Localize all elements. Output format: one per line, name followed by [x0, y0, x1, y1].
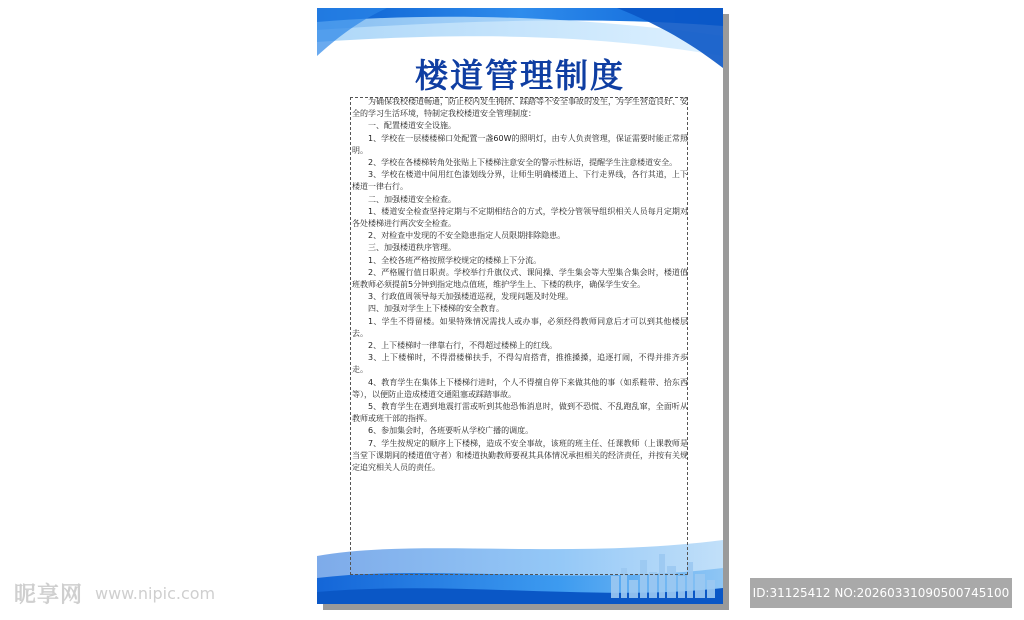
page-title: 楼道管理制度 [415, 56, 625, 95]
paragraph: 3、学校在楼道中间用红色漆划线分界，让师生明确楼道上、下行走界线，各行其道，上下楼道一律右行。 [352, 170, 688, 192]
paragraph: 6、参加集会时，各班要听从学校广播的调度。 [368, 426, 534, 436]
paragraph: 4、教育学生在集体上下楼梯行进时，个人不得擅自停下来做其他的事（如系鞋带、拾东西等），以便防止造成楼道交通阻塞或踩踏事故。 [352, 377, 688, 399]
paragraph: 2、学校在各楼梯转角处张贴上下楼梯注意安全的警示性标语，提醒学生注意楼道安全。 [368, 158, 678, 168]
paragraph: 2、对检查中发现的不安全隐患指定人员限期排除隐患。 [368, 231, 566, 241]
paragraph: 2、上下楼梯时一律靠右行，不得超过楼梯上的红线。 [368, 341, 558, 351]
paragraph: 1、楼道安全检查坚持定期与不定期相结合的方式，学校分管领导组织相关人员每月定期对各处楼梯进行两次安全检查。 [352, 206, 688, 229]
paragraph: 3、上下楼梯时，不得滑楼梯扶手，不得勾肩搭背，推推搡搡，追逐打闹，不得并排齐步走。 [352, 353, 688, 375]
regulation-body [352, 96, 688, 474]
paragraph: 3、行政值周领导每天加强楼道巡视，发现问题及时处理。 [368, 292, 574, 302]
paragraph: 1、全校各班严格按照学校规定的楼梯上下分流。 [368, 255, 542, 265]
paragraph: 二、加强楼道安全检查。 [368, 194, 456, 204]
paragraph: 四、加强对学生上下楼梯的安全教育。 [368, 304, 504, 314]
watermark-url: www.nipic.com [95, 584, 216, 603]
paragraph: 7、学生按规定的顺序上下楼梯，造成不安全事故，该班的班主任、任课教师（上课教师是当堂下课期间的楼道值守者）和楼道执勤教师要视其具体情况承担相关的经济责任，并按有关规定追究相关人员的责任。 [352, 438, 688, 473]
watermark-logo: 昵享网 [14, 582, 84, 608]
paragraph: 5、教育学生在遇到地震打雷或听到其他恐怖消息时，做到不恐慌、不乱跑乱窜，全面听从教师或班干部的指挥。 [352, 402, 688, 424]
paragraph: 2、严格履行值日职责。学校举行升旗仪式、课间操、学生集会等大型集合集会时，楼道值班教师必须提前5分钟到指定地点值班，维护学生上、下楼的秩序，确保学生安全。 [352, 267, 688, 290]
image-id-bar: ID:31125412 NO:20260331090500745100 [750, 578, 1012, 608]
paragraph: 一、配置楼道安全设施。 [368, 121, 456, 131]
paragraph: 1、学校在一层楼楼梯口处配置一盏60W的照明灯，由专人负责管理，保证需要时能正常照明。 [352, 133, 688, 155]
paragraph: 1、学生不得留楼。如果特殊情况需找人或办事，必须经得教师同意后才可以到其他楼层去。 [352, 316, 688, 338]
paragraph: 为确保我校楼道畅通，防止校内发生拥挤、踩踏等不安全事故的发生，为学生营造良好、安全的学习生活环境，特制定我校楼道安全管理制度： [352, 97, 688, 119]
paragraph: 三、加强楼道秩序管理。 [368, 243, 456, 253]
poster [317, 8, 723, 604]
